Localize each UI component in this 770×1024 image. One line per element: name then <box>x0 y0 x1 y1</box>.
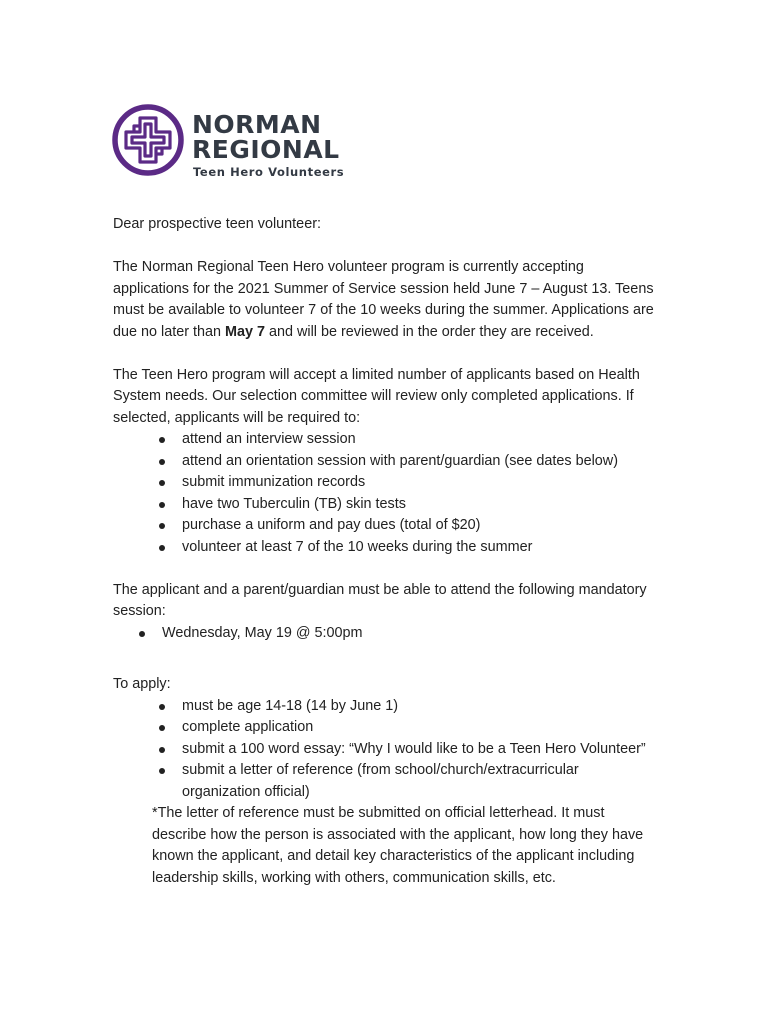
list-item: attend an orientation session with parent/guardian (see dates below) <box>157 451 658 473</box>
list-item: must be age 14-18 (14 by June 1) <box>157 696 658 718</box>
list-item: submit a 100 word essay: “Why I would like to be a Teen Hero Volunteer” <box>157 739 658 761</box>
list-item: have two Tuberculin (TB) skin tests <box>157 494 658 516</box>
intro-text: The Norman Regional Teen Hero volunteer program is currently accepting applications for the 2021 Summer of Service session held June 7 – August 13. Teens must be available to volunteer 7 of the 10 weeks during the summer. Applications are due no later than <box>113 259 654 340</box>
logo-subtitle: Teen Hero Volunteers <box>193 165 345 179</box>
norman-regional-logo <box>112 104 352 184</box>
cross-emblem-icon <box>112 104 184 176</box>
intro-tail: and will be reviewed in the order they are received. <box>265 323 594 340</box>
list-item: submit immunization records <box>157 472 658 494</box>
session-intro: The applicant and a parent/guardian must be able to attend the following mandatory session: <box>113 581 647 619</box>
apply-list <box>157 696 658 804</box>
session-list <box>137 623 658 645</box>
salutation: Dear prospective teen volunteer: <box>113 216 321 232</box>
list-item: submit a letter of reference (from school/church/extracurricular organization official) <box>157 760 658 803</box>
requirements-intro: The Teen Hero program will accept a limited number of applicants based on Health System needs. Our selection committee will review only completed applications. If selected, applicants will be required to: <box>113 366 640 426</box>
logo-wordmark <box>192 112 340 162</box>
list-item: attend an interview session <box>157 429 658 451</box>
deadline-date: May 7 <box>225 323 266 340</box>
list-item: purchase a uniform and pay dues (total of $20) <box>157 515 658 537</box>
requirements-list <box>157 429 658 558</box>
apply-heading: To apply: <box>113 676 171 692</box>
logo-name-line1: NORMAN <box>192 110 322 139</box>
letter-body <box>113 214 658 889</box>
reference-note: *The letter of reference must be submitted on official letterhead. It must describe how the person is associated with the applicant, how long they have known the applicant, and detail key characteristics of the applicant including leadership skills, working with others, communication skills, etc. <box>152 805 644 886</box>
list-item: volunteer at least 7 of the 10 weeks during the summer <box>157 537 658 559</box>
list-item: complete application <box>157 717 658 739</box>
logo-name-line2: REGIONAL <box>192 135 340 164</box>
session-date: Wednesday, May 19 @ 5:00pm <box>137 623 658 645</box>
intro-paragraph <box>113 257 658 343</box>
